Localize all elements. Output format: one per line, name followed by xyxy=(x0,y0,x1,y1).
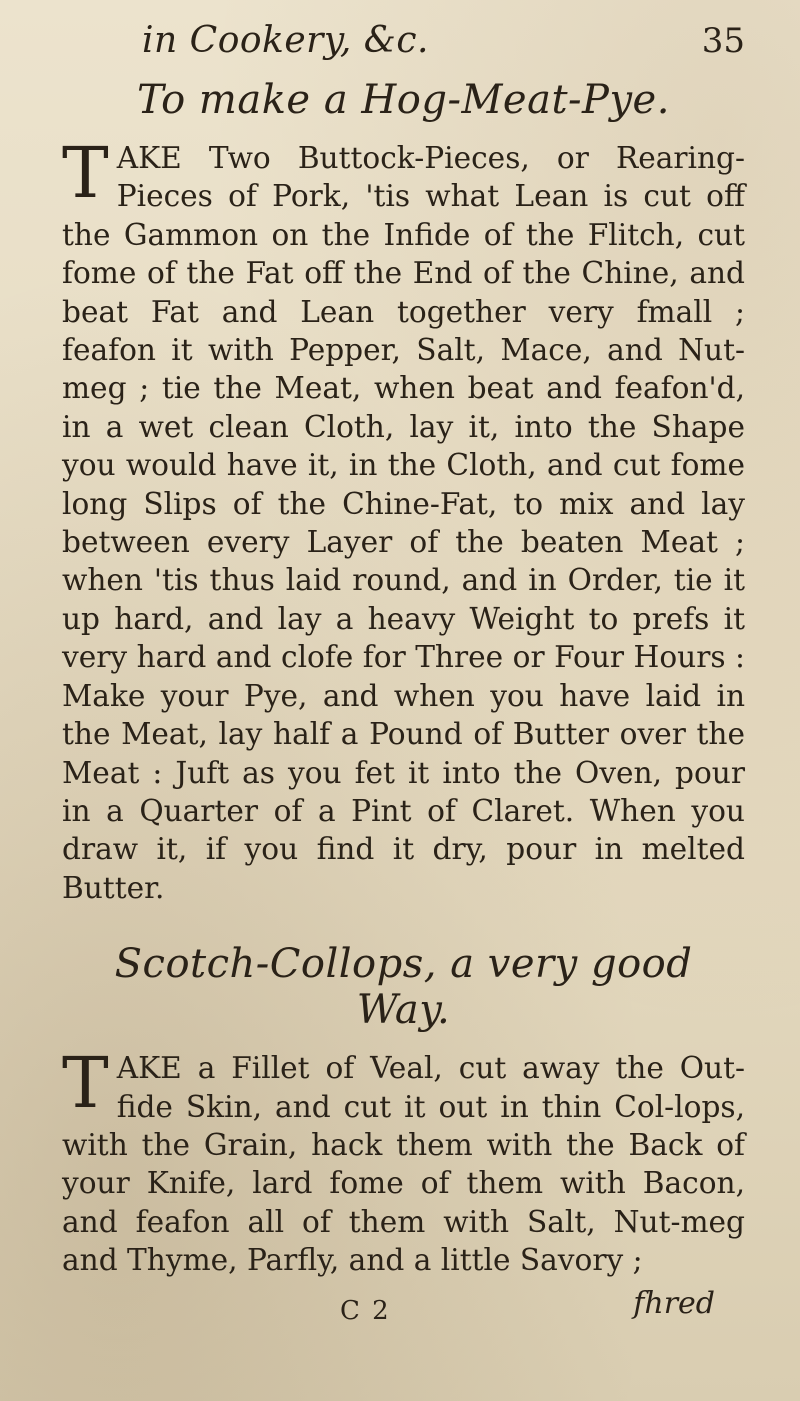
recipe-text: AKE a Fillet of Veal, cut away the Out-fide Skin, and cut it out in thin Col-lops, with the Grain, hack them with the Back of your Knife, lard fome of them with Bacon, and feafon all of them with Salt, Nut-meg and Thyme, Parfly, and a little Savory ; xyxy=(62,1051,745,1278)
section-gap xyxy=(62,907,745,941)
running-title: in Cookery, &c. xyxy=(142,20,429,61)
catchword: fhred xyxy=(633,1285,715,1321)
recipe-body-scotch-collops xyxy=(62,1042,745,1279)
recipe-title-hog-meat-pye: To make a Hog-Meat-Pye. xyxy=(137,77,670,123)
running-head xyxy=(62,20,745,61)
recipe-title-scotch-collops: Scotch-Collops, a very good Way. xyxy=(114,941,693,1034)
recipe-text: AKE Two Buttock-Pieces, or Rearing-Pieces of Pork, 'tis what Lean is cut off the Gammon on the Infide of the Flitch, cut fome of the Fat off the End of the Chine, and beat Fat and Lean together very fmall ; feafon it with Pepper, Salt, Mace, and Nut-meg ; tie the Meat, when beat and feafon'd, in a wet clean Cloth, lay it, into the Shape you would have it, in the Cloth, and cut fome long Slips of the Chine-Fat, to mix and lay between every Layer of the beaten Meat ; when 'tis thus laid round, and in Order, tie it up hard, and lay a heavy Weight to prefs it very hard and clofe for Three or Four Hours : Make your Pye, and when you have laid in the Meat, lay half a Pound of Butter over the Meat : Juft as you fet it into the Oven, pour in a Quarter of a Pint of Claret. When you draw it, if you find it dry, pour in melted Butter. xyxy=(62,141,745,905)
recipe-body-hog-meat-pye xyxy=(62,132,745,907)
page-number: 35 xyxy=(701,21,745,61)
drop-cap: T xyxy=(62,132,109,214)
drop-cap: T xyxy=(62,1042,109,1125)
signature-mark: C 2 xyxy=(340,1296,391,1326)
